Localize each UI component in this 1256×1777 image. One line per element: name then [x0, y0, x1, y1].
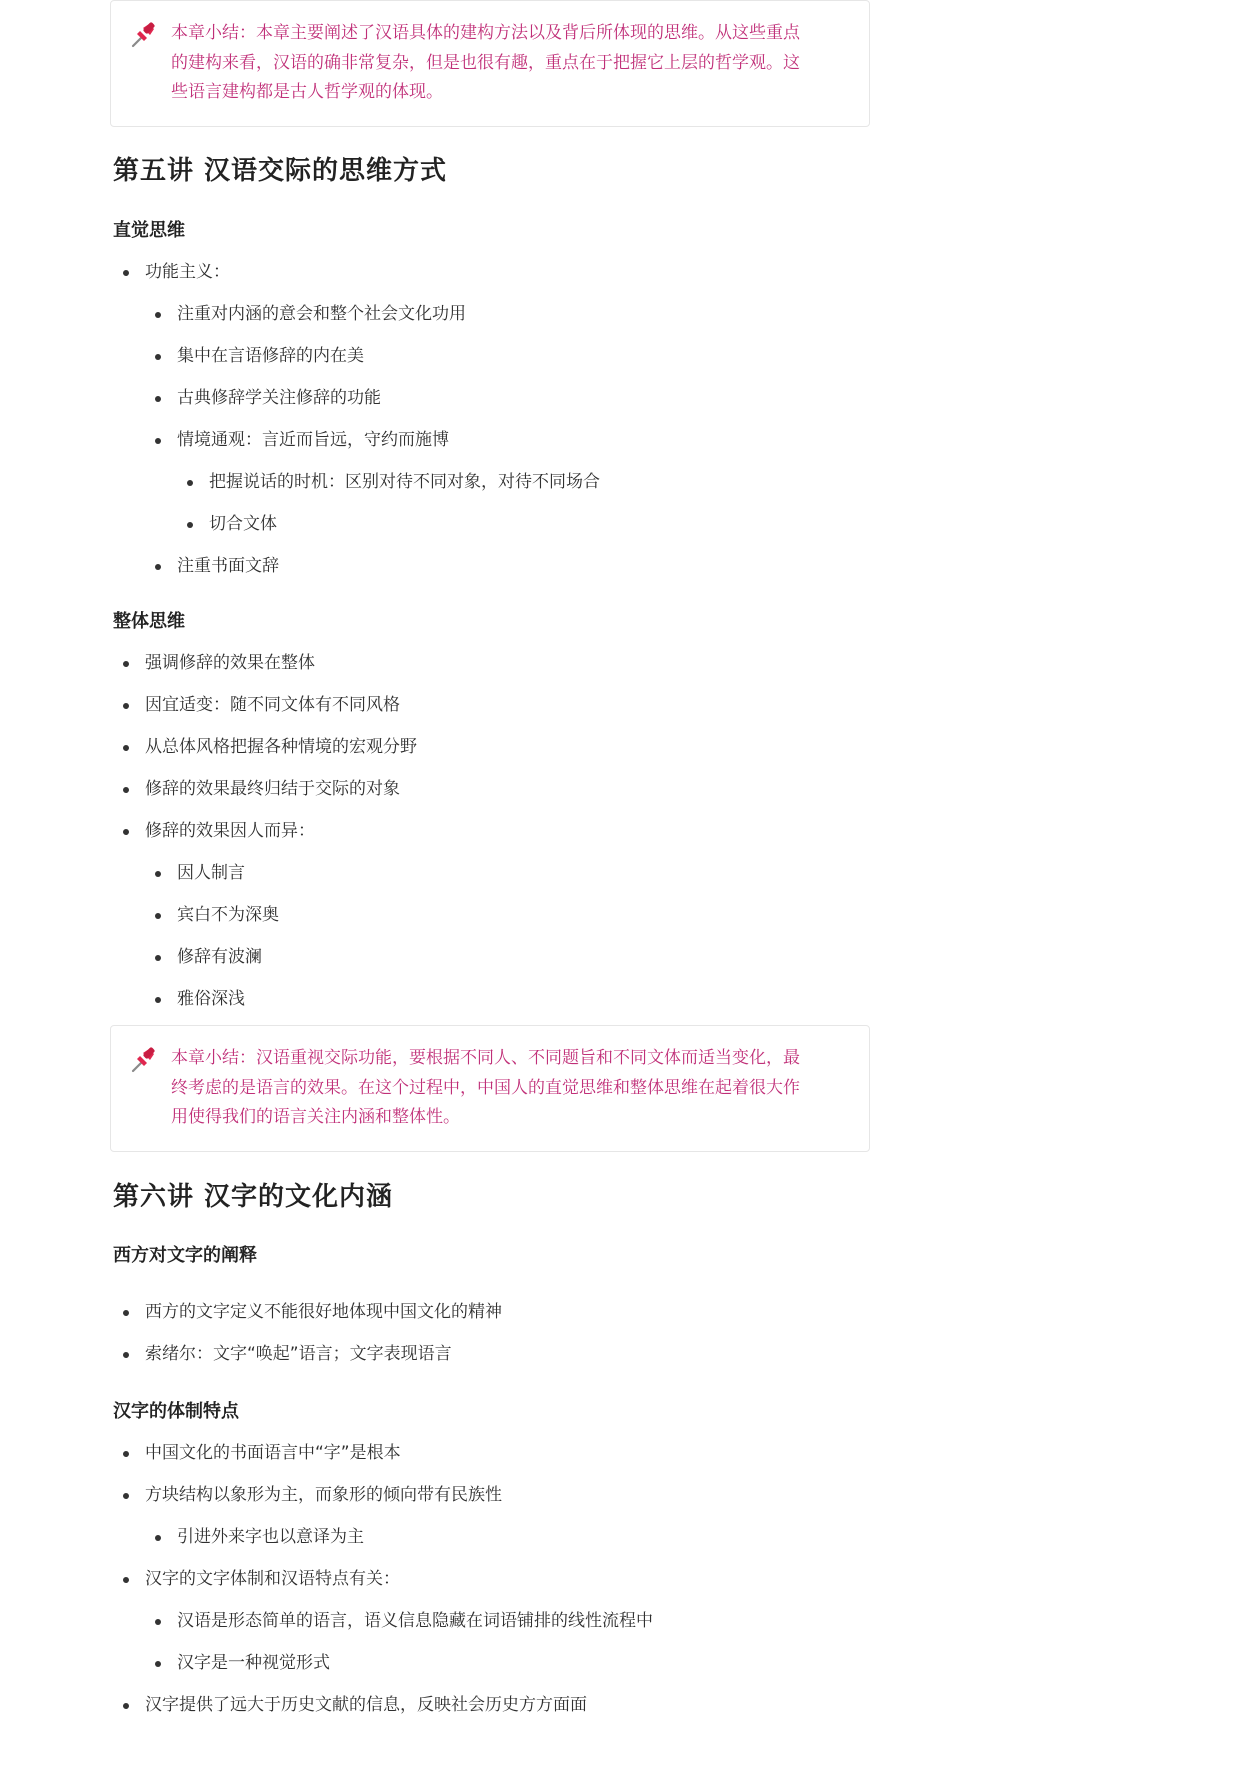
list-item: 汉字提供了远大于历史文献的信息，反映社会历史方方面面 — [145, 1693, 587, 1717]
list-item: 因宜适变：随不同文体有不同风格 — [145, 693, 400, 717]
list-item: 中国文化的书面语言中“字”是根本 — [145, 1441, 401, 1465]
list-item: 注重对内涵的意会和整个社会文化功用 — [177, 302, 466, 326]
lecture-5-title: 第五讲 汉语交际的思维方式 — [113, 156, 448, 186]
section-heading-holistic: 整体思维 — [113, 611, 185, 632]
list-item: 修辞的效果因人而异： — [145, 819, 315, 843]
callout-line: 终考虑的是语言的效果。在这个过程中，中国人的直觉思维和整体思维在起着很大作 — [171, 1077, 800, 1098]
list-item: 雅俗深浅 — [177, 987, 245, 1011]
callout-line: 本章小结：本章主要阐述了汉语具体的建构方法以及背后所体现的思维。从这些重点 — [171, 23, 800, 43]
list-item: 修辞的效果最终归结于交际的对象 — [145, 777, 400, 801]
callout-line: 本章小结：汉语重视交际功能，要根据不同人、不同题旨和不同文体而适当变化，最 — [171, 1048, 800, 1068]
pushpin-icon — [129, 19, 159, 49]
callout-line: 的建构来看，汉语的确非常复杂，但是也很有趣，重点在于把握它上层的哲学观。这 — [171, 52, 800, 73]
summary-callout-2 — [110, 1025, 870, 1152]
section-heading-western: 西方对文字的阐释 — [113, 1245, 257, 1266]
list-item: 西方的文字定义不能很好地体现中国文化的精神 — [145, 1300, 502, 1324]
callout-line: 些语言建构都是古人哲学观的体现。 — [171, 82, 443, 102]
list-item: 把握说话的时机：区别对待不同对象，对待不同场合 — [209, 470, 600, 494]
list-item: 情境通观：言近而旨远，守约而施博 — [177, 428, 449, 452]
lecture-6-title: 第六讲 汉字的文化内涵 — [113, 1182, 394, 1212]
list-item: 集中在言语修辞的内在美 — [177, 344, 364, 368]
list-item: 修辞有波澜 — [177, 945, 262, 969]
section-heading-intuitive: 直觉思维 — [113, 220, 185, 241]
callout-line: 用使得我们的语言关注内涵和整体性。 — [171, 1107, 460, 1127]
list-item: 功能主义： — [145, 260, 230, 284]
list-item: 注重书面文辞 — [177, 554, 279, 578]
summary-callout-1 — [110, 0, 870, 127]
list-item: 汉字是一种视觉形式 — [177, 1651, 330, 1675]
list-item: 从总体风格把握各种情境的宏观分野 — [145, 735, 417, 759]
list-item: 古典修辞学关注修辞的功能 — [177, 386, 381, 410]
list-item: 引进外来字也以意译为主 — [177, 1525, 364, 1549]
list-item: 因人制言 — [177, 861, 245, 885]
list-item: 汉语是形态简单的语言，语义信息隐藏在词语铺排的线性流程中 — [177, 1609, 653, 1633]
list-item: 切合文体 — [209, 512, 277, 536]
list-item: 宾白不为深奥 — [177, 903, 279, 927]
list-item: 索绪尔：文字“唤起”语言；文字表现语言 — [145, 1342, 452, 1366]
pushpin-icon — [129, 1044, 159, 1074]
list-item: 强调修辞的效果在整体 — [145, 651, 315, 675]
section-heading-system: 汉字的体制特点 — [113, 1401, 239, 1422]
list-item: 汉字的文字体制和汉语特点有关： — [145, 1567, 400, 1591]
list-item: 方块结构以象形为主，而象形的倾向带有民族性 — [145, 1483, 502, 1507]
